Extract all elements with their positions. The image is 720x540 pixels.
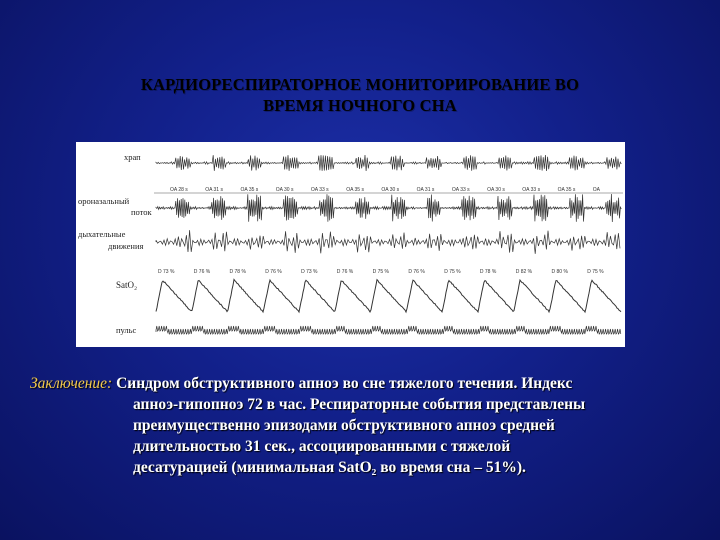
channel-label-snore: храп [124,152,141,162]
event-label: OA 30 s [275,187,294,193]
event-label: OA 28 s [170,187,188,193]
desat-label: D 75 % [444,269,461,275]
channel-label-flow-2: поток [131,207,152,217]
event-label: OA 35 s [557,187,576,193]
desat-label: D 73 % [301,269,318,275]
desat-label: D 76 % [193,269,211,275]
pulse-trace [156,326,621,334]
conclusion-label: Заключение: [30,375,113,392]
title-line-2: ВРЕМЯ НОЧНОГО СНА [263,96,457,115]
channel-label-flow-1: ороназальный [78,196,130,206]
channel-label-effort-1: дыхательные [78,229,126,239]
conclusion-block [30,373,700,478]
desat-label: D 76 % [408,269,425,275]
desat-label: D 78 % [479,269,497,275]
desat-label: D 82 % [515,269,533,275]
desat-label: D 73 % [158,269,175,275]
event-label: OA 35 s [346,187,364,193]
polygraphy-figure [76,142,625,347]
event-label: OA 33 s [522,187,541,193]
event-label: OA 31 s [205,187,223,193]
conclusion-line-3: преимущественно эпизодами обструктивного апноэ средней [133,417,555,434]
event-label: OA 30 s [381,187,400,193]
desat-label: D 75 % [372,269,390,275]
conclusion-line-5: десатурацией (минимальная SatO₂ во время сна – 51%). [133,459,526,476]
desat-label: D 80 % [551,269,568,275]
channel-label-sat: SatO₂ [116,280,138,290]
title-line-1: КАРДИОРЕСПИРАТОРНОЕ МОНИТОРИРОВАНИЕ ВО [140,75,580,94]
channel-label-pulse: пульс [116,325,137,335]
flow-trace [156,194,621,222]
event-label: OA 31 s [416,187,435,193]
conclusion-line-4: длительностью 31 сек., ассоциированными с тяжелой [133,438,511,455]
event-label: OA 33 s [310,187,329,193]
event-label: OA 33 s [451,187,470,193]
event-label: OA [592,187,601,193]
snore-trace [156,155,621,171]
conclusion-line-1: Синдром обструктивного апноэ во сне тяжелого течения. Индекс [116,375,573,392]
event-label: OA 30 s [487,187,505,193]
slide-title [60,74,660,116]
desat-label: D 76 % [265,269,282,275]
event-label: OA 35 s [240,187,259,193]
effort-trace [156,230,620,254]
desat-label: D 78 % [229,269,246,275]
channel-label-effort-2: движения [108,241,144,251]
sat-trace [156,280,621,313]
conclusion-line-2: апноэ-гипопноэ 72 в час. Респираторные события представлены [133,396,586,413]
desat-label: D 75 % [587,269,604,275]
desat-label: D 76 % [336,269,354,275]
